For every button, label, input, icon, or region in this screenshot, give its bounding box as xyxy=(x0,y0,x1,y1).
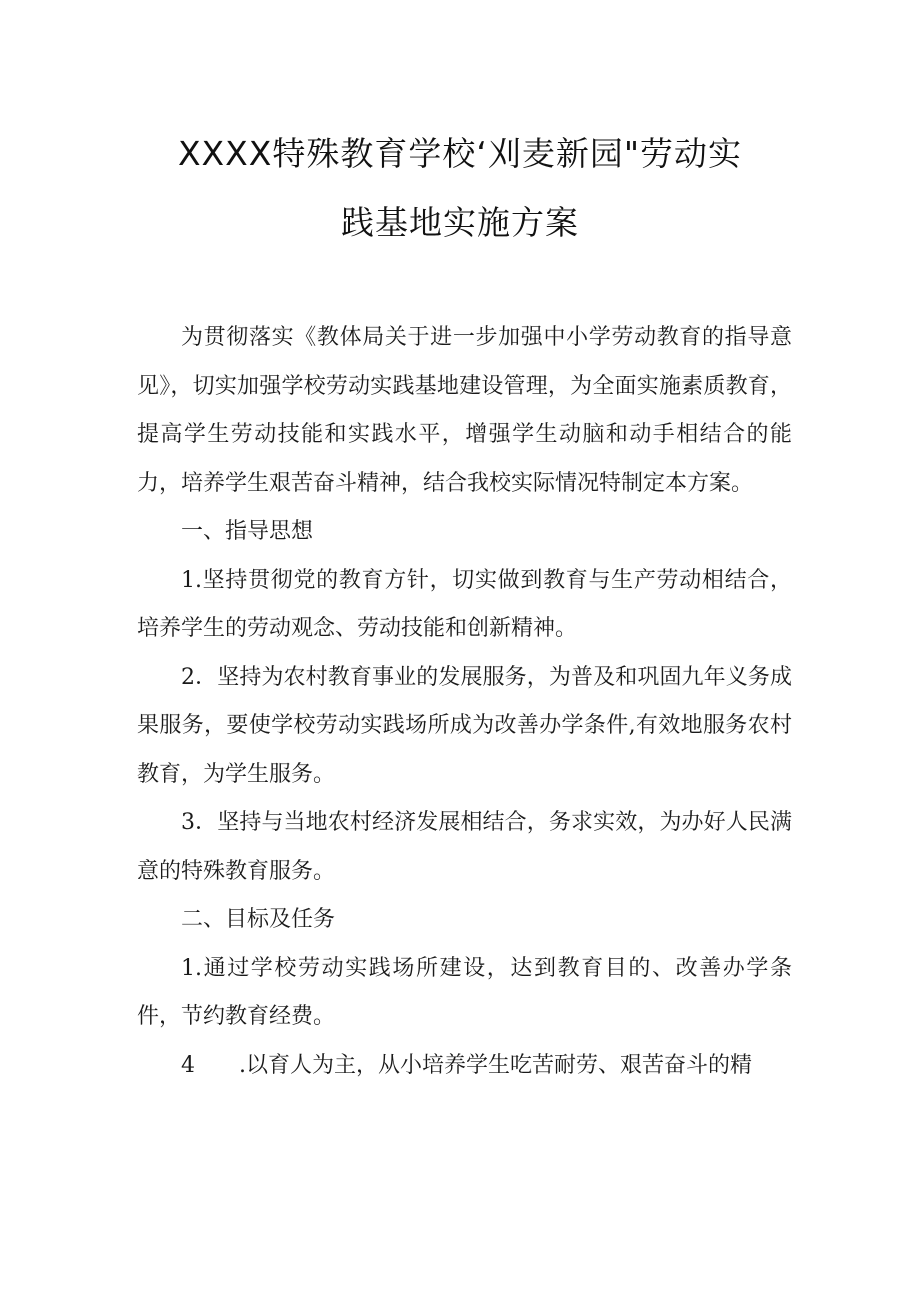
list-item: 4 .以育人为主，从小培养学生吃苦耐劳、艰苦奋斗的精 xyxy=(181,1052,752,1078)
section-heading-goals-tasks: 二、目标及任务 xyxy=(181,907,336,932)
list-item: 1.通过学校劳动实践场所建设，达到教育目的、改善办学条件，节约教育经费。 xyxy=(137,955,792,1029)
document-title-line-2: 践基地实施方案 xyxy=(341,203,579,242)
document-body xyxy=(137,314,792,1090)
document-title-line-1: XXXX特殊教育学校‘刈麦新园"劳动实 xyxy=(177,134,743,173)
list-item: 1.坚持贯彻党的教育方针，切实做到教育与生产劳动相结合，培养学生的劳动观念、劳动技能和创新精神。 xyxy=(137,567,792,641)
list-item: 2．坚持为农村教育事业的发展服务，为普及和巩固九年义务成果服务，要使学校劳动实践场所成为改善办学条件,有效地服务农村教育，为学生服务。 xyxy=(137,664,792,787)
list-item: 3．坚持与当地农村经济发展相结合，务求实效，为办好人民满意的特殊教育服务。 xyxy=(137,810,792,884)
section-heading-guiding-ideology: 一、指导思想 xyxy=(181,519,314,544)
intro-paragraph: 为贯彻落实《教体局关于进一步加强中小学劳动教育的指导意见》，切实加强学校劳动实践基地建设管理，为全面实施素质教育，提高学生劳动技能和实践水平，增强学生动脑和动手相结合的能力，培养学生艰苦奋斗精神，结合我校实际情况特制定本方案。 xyxy=(137,325,792,496)
